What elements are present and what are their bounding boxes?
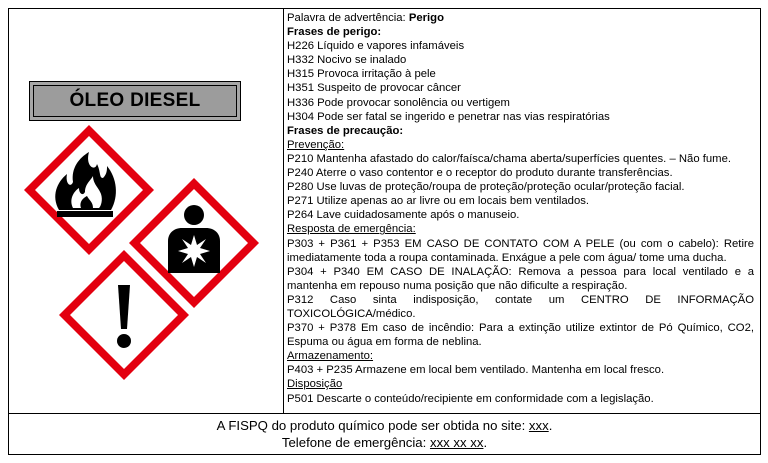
precaution-statement: P403 + P235 Armazene em local bem ventilado. Mantenha em local fresco. bbox=[287, 364, 665, 377]
hazard-statement: H315 Provoca irritação à pele bbox=[287, 68, 436, 81]
product-name-box bbox=[29, 81, 241, 121]
fispq-site: xxx bbox=[528, 418, 549, 433]
product-name: ÓLEO DIESEL bbox=[33, 85, 237, 117]
signal-word: Perigo bbox=[408, 12, 444, 24]
fispq-line: A FISPQ do produto químico pode ser obtida no site: xxx. bbox=[216, 418, 553, 433]
precaution-statement: P240 Aterre o vaso contentor e o receptor do produto durante transferências. bbox=[287, 167, 673, 180]
precaution-heading: Frases de precaução: bbox=[287, 124, 404, 137]
precaution-statement: P370 + P378 Em caso de incêndio: Para a extinção utilize extintor de Pó Químico, CO2, Espuma ou água em forma de neblina. bbox=[287, 322, 754, 349]
prevention-heading: Prevenção: bbox=[287, 138, 345, 151]
precaution-statement: P304 + P340 EM CASO DE INALAÇÃO: Remova a pessoa para local ventilado e a mantenha em repouso numa posição que não dificulte a respiração. bbox=[287, 265, 754, 292]
disposal-heading: Disposição bbox=[287, 378, 343, 391]
emergency-phone: xxx xx xx bbox=[429, 435, 484, 450]
precaution-statement: P271 Utilize apenas ao ar livre ou em locais bem ventilados. bbox=[287, 195, 590, 208]
response-heading: Resposta de emergência: bbox=[287, 223, 416, 236]
precaution-statement: P501 Descarte o conteúdo/recipiente em conformidade com a legislação. bbox=[287, 392, 654, 405]
text-panel bbox=[284, 9, 760, 413]
phone-line: Telefone de emergência: xxx xx xx. bbox=[281, 435, 488, 450]
footer bbox=[9, 413, 760, 454]
chemical-label bbox=[8, 8, 761, 455]
label-text bbox=[287, 11, 754, 406]
hazard-statement: H304 Pode ser fatal se ingerido e penetrar nas vias respiratórias bbox=[287, 110, 610, 123]
hazard-statement: H351 Suspeito de provocar câncer bbox=[287, 82, 461, 95]
precaution-statement: P312 Caso sinta indisposição, contate um CENTRO DE INFORMAÇÃO TOXICOLÓGICA/médico. bbox=[287, 293, 754, 320]
hazard-statement: H226 Líquido e vapores infamáveis bbox=[287, 40, 465, 53]
precaution-statement: P210 Mantenha afastado do calor/faísca/chama aberta/superfícies quentes. – Não fume. bbox=[287, 152, 731, 165]
hazard-statement: H332 Nocivo se inalado bbox=[287, 54, 407, 67]
precaution-statement: P264 Lave cuidadosamente após o manuseio. bbox=[287, 209, 520, 222]
precaution-statement: P303 + P361 + P353 EM CASO DE CONTATO COM A PELE (ou com o cabelo): Retire imediatamente toda a roupa contaminada. Enxágue a pele com água/ tome uma ducha. bbox=[287, 237, 754, 264]
pictogram-panel bbox=[9, 9, 284, 413]
hazard-statement: H336 Pode provocar sonolência ou vertigem bbox=[287, 96, 510, 109]
exclamation-icon bbox=[56, 247, 192, 383]
signal-word-line: Palavra de advertência: Perigo bbox=[287, 12, 444, 24]
precaution-statement: P280 Use luvas de proteção/roupa de proteção/proteção ocular/proteção facial. bbox=[287, 181, 685, 194]
storage-heading: Armazenamento: bbox=[287, 350, 374, 363]
hazard-heading: Frases de perigo: bbox=[287, 26, 382, 39]
